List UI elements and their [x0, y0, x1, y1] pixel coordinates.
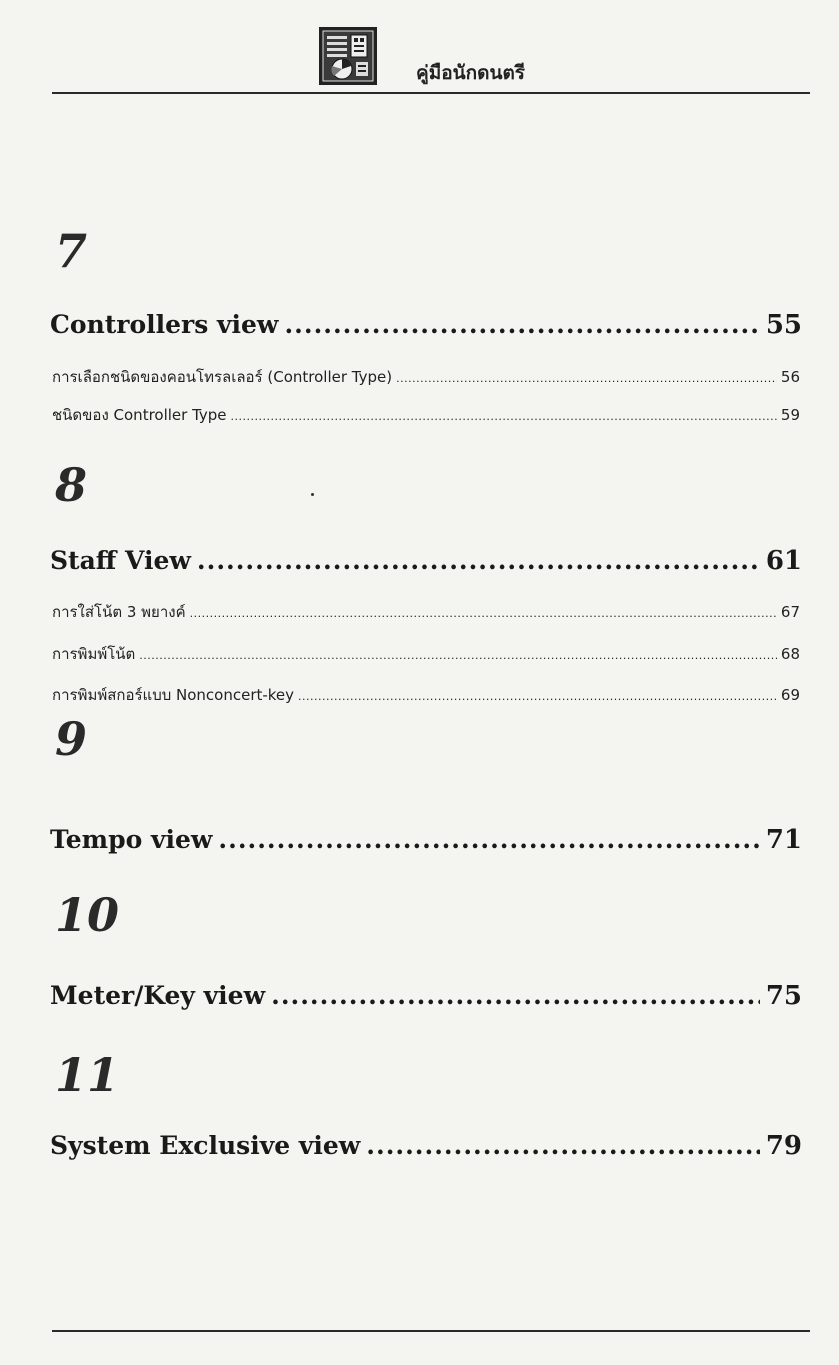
toc-main-entry[interactable]	[50, 310, 802, 341]
dot-leader	[197, 546, 760, 576]
chapter-number: 10	[55, 888, 120, 942]
toc-entry-title: Meter/Key view	[50, 981, 266, 1010]
toc-entry-title: Staff View	[50, 546, 191, 575]
toc-page-number: 75	[765, 981, 802, 1011]
toc-sub-entry[interactable]	[52, 645, 800, 665]
toc-page-number: 55	[765, 310, 802, 340]
dot-leader	[284, 310, 759, 340]
toc-page-number: 71	[765, 825, 802, 855]
dot-leader	[396, 372, 777, 386]
header-divider	[52, 92, 810, 94]
toc-page-number: 67	[780, 603, 800, 621]
toc-page-number: 69	[780, 686, 800, 704]
toc-page-number: 68	[780, 645, 800, 663]
stray-dot	[311, 493, 314, 496]
toc-page-number: 79	[765, 1131, 802, 1161]
toc-main-entry[interactable]	[50, 546, 802, 577]
toc-entry-title: การเลือกชนิดของคอนโทรลเลอร์ (Controller Type)	[52, 368, 393, 386]
toc-entry-title: ชนิดของ Controller Type	[52, 406, 227, 424]
toc-entry-title: การพิมพ์โน้ต	[52, 645, 136, 663]
toc-sub-entry[interactable]	[52, 686, 800, 706]
toc-sub-entry[interactable]	[52, 603, 800, 623]
chapter-number: 11	[55, 1048, 120, 1102]
chapter-number: 9	[55, 712, 88, 766]
toc-page-number: 61	[765, 546, 802, 576]
toc-sub-entry[interactable]	[52, 368, 800, 388]
book-title: คู่มือนักดนตรี	[416, 62, 526, 84]
dot-leader	[366, 1131, 760, 1161]
dot-leader	[298, 690, 777, 704]
dot-leader	[218, 825, 759, 855]
dot-leader	[190, 607, 777, 621]
toc-main-entry[interactable]	[50, 825, 802, 856]
book-logo-icon	[318, 26, 378, 86]
page-header	[52, 22, 810, 94]
toc-page-number: 59	[780, 406, 800, 424]
dot-leader	[139, 649, 777, 663]
chapter-number: 7	[55, 224, 88, 278]
toc-sub-entry[interactable]	[52, 406, 800, 426]
dot-leader	[271, 981, 760, 1011]
toc-entry-title: การใส่โน้ต 3 พยางค์	[52, 603, 186, 621]
toc-main-entry[interactable]	[50, 1131, 802, 1162]
dot-leader	[231, 410, 777, 424]
footer-divider	[52, 1330, 810, 1332]
toc-main-entry[interactable]	[50, 981, 802, 1012]
chapter-number: 8	[55, 458, 88, 512]
toc-page-number: 56	[780, 368, 800, 386]
toc-entry-title: Controllers view	[50, 310, 279, 339]
toc-entry-title: Tempo view	[50, 825, 213, 854]
toc-entry-title: การพิมพ์สกอร์แบบ Nonconcert-key	[52, 686, 295, 704]
toc-entry-title: System Exclusive view	[50, 1131, 361, 1160]
